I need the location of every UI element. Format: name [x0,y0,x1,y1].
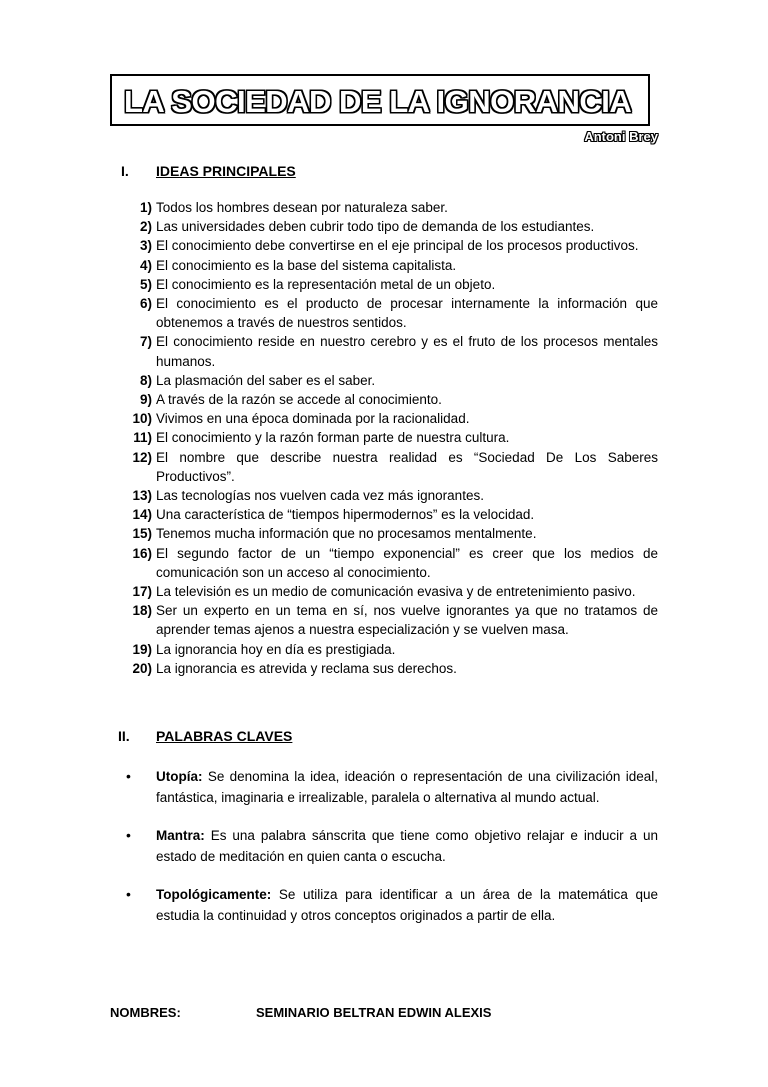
item-text: Todos los hombres desean por naturaleza saber. [156,200,448,215]
list-item [0,217,768,236]
list-item [0,332,768,370]
item-number: 4) [139,257,152,273]
item-number: 3) [139,238,152,254]
list-item [0,524,768,543]
list-item [0,198,768,217]
item-text: El conocimiento y la razón forman parte de nuestra cultura. [156,430,510,446]
item-number: 20) [132,660,152,676]
item-text: Una característica de “tiempos hipermodernos” es la velocidad. [156,507,535,523]
item-number: 13) [132,488,152,504]
list-item [0,275,768,294]
title-box [110,74,650,126]
section-1-number: I. [121,163,129,179]
item-text: El conocimiento debe convertirse en el eje principal de los procesos productivos. [156,238,639,254]
list-item [0,601,768,639]
list-item [0,294,768,332]
item-text: La televisión es un medio de comunicación evasiva y de entretenimiento pasivo. [156,584,636,600]
item-number: 8) [139,372,152,388]
main-ideas-list [0,198,768,678]
item-number: 9) [139,392,152,408]
keyword-definition: Se utiliza para identificar a un área de la matemática que estudia la continuidad y otros conceptos originados a partir de ella. [156,887,658,923]
list-item [0,486,768,505]
keywords-list [0,766,768,943]
bullet-icon: • [126,886,131,902]
item-text: El conocimiento es la base del sistema capitalista. [156,257,457,273]
keyword-definition: Es una palabra sánscrita que tiene como objetivo relajar e inducir a un estado de meditación en quien canta o escucha. [156,828,658,864]
list-item [0,659,768,678]
item-number: 17) [132,584,152,600]
item-text: El nombre que describe nuestra realidad es “Sociedad De Los Saberes Productivos”. [156,449,658,484]
item-number: 7) [139,334,152,350]
item-text: El segundo factor de un “tiempo exponencial” es creer que los medios de comunicación son un acceso al conocimiento. [156,545,658,580]
list-item [0,544,768,582]
keyword-item-topologicamente [0,884,768,926]
bullet-icon: • [126,827,131,843]
item-text: Ser un experto en un tema en sí, nos vuelve ignorantes ya que no tratamos de aprender temas ajenos a nuestra especialización y se vuelven masa. [156,603,658,638]
list-item [0,582,768,601]
item-number: 19) [132,641,152,657]
keyword-definition: Se denomina la idea, ideación o representación de una civilización ideal, fantástica, imaginaria e irrealizable, paralela o alternativa al mundo actual. [156,769,658,805]
section-1-heading: IDEAS PRINCIPALES [156,163,296,179]
item-number: 1) [139,200,152,215]
keyword-item-mantra [0,825,768,867]
item-number: 15) [132,526,152,542]
footer-label: NOMBRES: [110,1005,181,1020]
item-number: 2) [139,219,152,235]
list-item [0,390,768,409]
item-number: 11) [133,430,152,446]
keyword-term: Mantra: [156,828,205,843]
section-2-heading: PALABRAS CLAVES [156,728,293,744]
item-number: 14) [132,507,152,523]
keyword-term: Topológicamente: [156,887,272,902]
item-number: 18) [132,603,152,619]
list-item [0,409,768,428]
item-number: 12) [132,449,152,465]
bullet-icon: • [126,768,131,784]
document-title: LA SOCIEDAD DE LA IGNORANCIA [124,84,632,119]
item-text: La ignorancia es atrevida y reclama sus derechos. [156,660,457,676]
item-number: 10) [132,411,152,427]
list-item [0,505,768,524]
list-item [0,371,768,390]
section-2-number: II. [118,728,130,744]
item-text: La plasmación del saber es el saber. [156,372,376,388]
item-text: La ignorancia hoy en día es prestigiada. [156,641,396,657]
item-number: 16) [132,545,152,561]
item-text: El conocimiento es la representación metal de un objeto. [156,276,496,292]
item-text: El conocimiento es el producto de procesar internamente la información que obtenemos a través de nuestros sentidos. [156,296,658,331]
student-name: SEMINARIO BELTRAN EDWIN ALEXIS [256,1005,492,1020]
list-item [0,428,768,447]
item-number: 5) [139,276,152,292]
item-text: El conocimiento reside en nuestro cerebro y es el fruto de los procesos mentales humanos. [156,334,658,369]
item-text: Vivimos en una época dominada por la racionalidad. [156,411,470,427]
keyword-item-utopia [0,766,768,808]
list-item [0,236,768,255]
item-text: Tenemos mucha información que no procesamos mentalmente. [156,526,537,542]
keyword-term: Utopía: [156,769,203,784]
item-text: Las universidades deben cubrir todo tipo de demanda de los estudiantes. [156,219,595,235]
list-item [0,640,768,659]
list-item [0,448,768,486]
list-item [0,256,768,275]
author-name: Antoni Brey [584,129,658,144]
item-number: 6) [139,296,152,312]
item-text: A través de la razón se accede al conocimiento. [156,392,442,408]
item-text: Las tecnologías nos vuelven cada vez más ignorantes. [156,488,484,504]
